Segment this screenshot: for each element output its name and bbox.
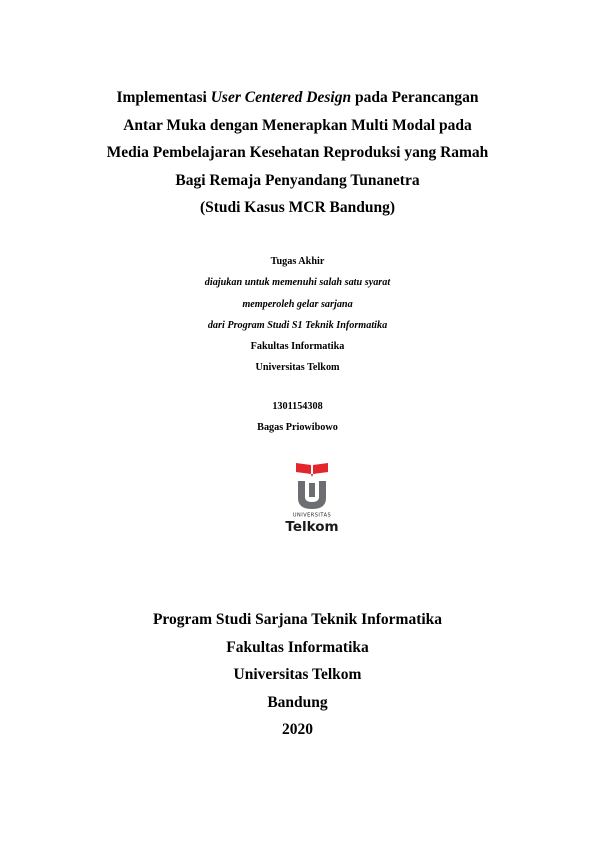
- title-line-1: Implementasi User Centered Design pada Perancangan: [116, 89, 479, 106]
- title-line-5: (Studi Kasus MCR Bandung): [199, 199, 396, 216]
- institution-footer: [0, 606, 595, 744]
- thesis-title: [0, 84, 595, 222]
- faculty-name: Fakultas Informatika: [250, 341, 345, 353]
- submission-info: [0, 251, 595, 379]
- logo-book-icon: [296, 463, 328, 477]
- title-line-4: Bagi Remaja Penyandang Tunanetra: [175, 171, 420, 189]
- university-name: Universitas Telkom: [255, 362, 340, 374]
- author-name: Bagas Priowibowo: [257, 422, 338, 434]
- purpose-statement: diajukan untuk memenuhi salah satu syarat: [204, 277, 391, 289]
- program-statement: dari Program Studi S1 Teknik Informatika: [207, 319, 388, 331]
- title-line-2: Antar Muka dengan Menerapkan Multi Modal pada: [123, 116, 472, 134]
- logo-center-bar: [309, 483, 315, 497]
- title-line-3: Media Pembelajaran Kesehatan Reproduksi yang Ramah: [106, 144, 489, 161]
- degree-statement: memperoleh gelar sarjana: [242, 298, 353, 310]
- author-info: [0, 396, 595, 439]
- footer-year: 2020: [282, 721, 313, 738]
- logo-universitas-text: UNIVERSITAS: [292, 512, 332, 519]
- document-type: Tugas Akhir: [270, 256, 325, 267]
- logo-telkom-text: Telkom: [285, 519, 339, 535]
- footer-city: Bandung: [267, 693, 328, 711]
- telkom-university-logo: [281, 461, 343, 537]
- footer-program: Program Studi Sarjana Teknik Informatika: [152, 611, 443, 628]
- student-id: 1301154308: [272, 401, 323, 412]
- footer-university: Universitas Telkom: [233, 666, 362, 683]
- footer-faculty: Fakultas Informatika: [226, 638, 369, 656]
- title-italic-term: User Centered Design: [210, 89, 352, 106]
